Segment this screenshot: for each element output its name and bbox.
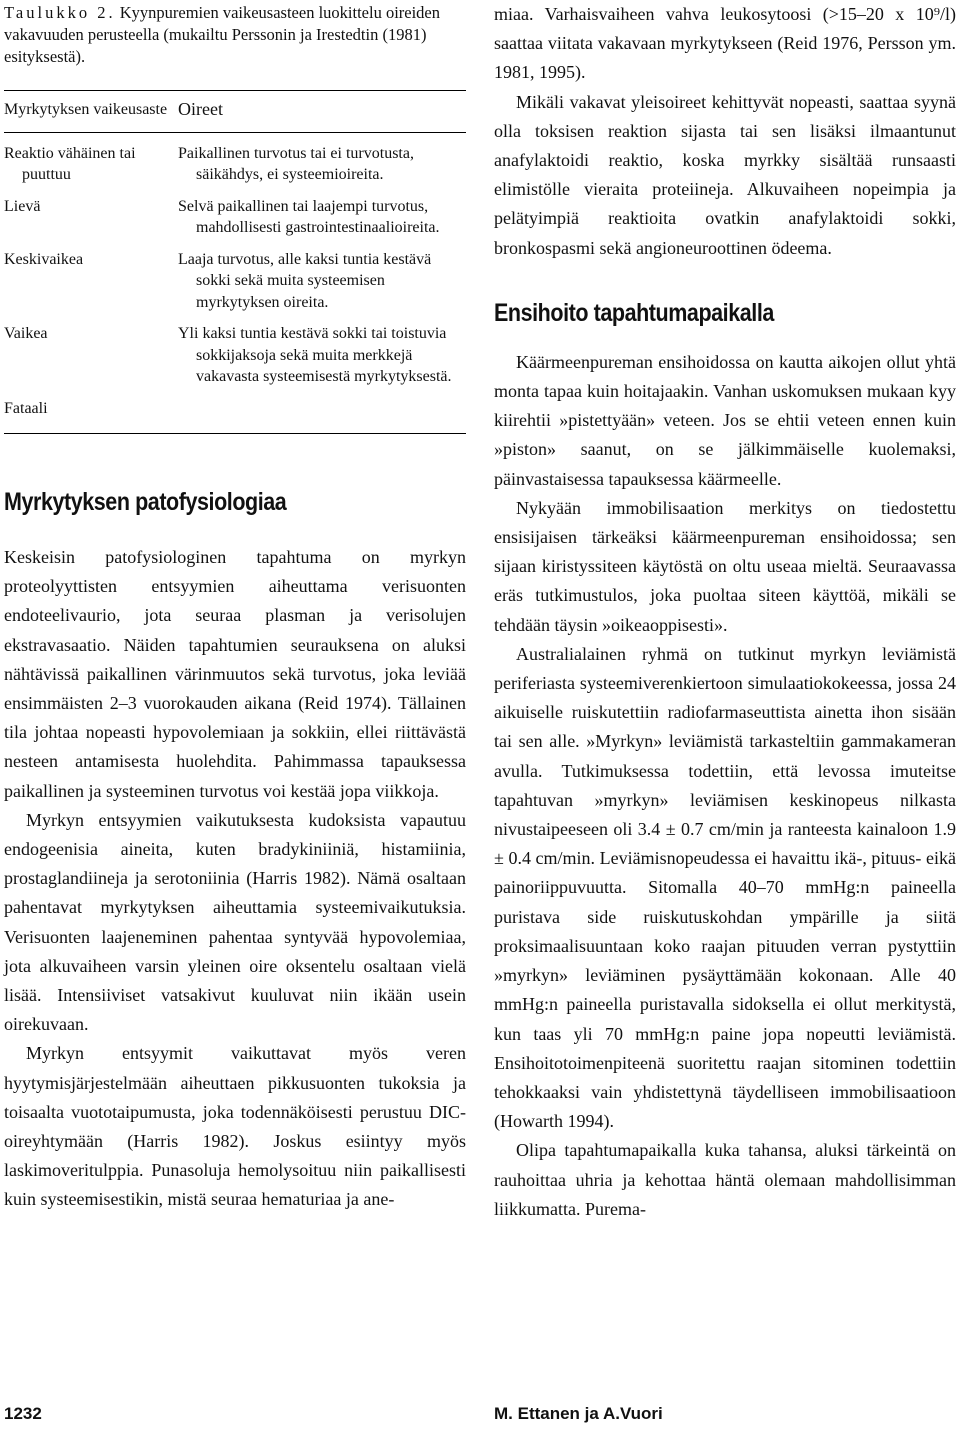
body-paragraph: Käärmeenpureman ensihoidossa on kautta aikojen ollut yhtä monta tapaa kuin hoitajaakin. Vanhan uskomuksen mukaan kyy kiirehtii »pistettyään» veteen. Jos se ehtii veteen ennen kuin »piston» saanut, on se jälkimmäiselle kuolemaksi, päinvastaisessa tapauksessa käärmeelle. [494,351,956,489]
body-paragraph: Mikäli vakavat yleisoireet kehittyvät nopeasti, saattaa syynä olla toksisen reaktion sijasta tai sen lisäksi ilmaantunut anafylaktoidi reaktio, koska myrkky sisältää runsaasti elimistölle vieraita proteiineja. Alkuvaiheen nopeimpia ja pelätyimpiä reaktioita ovatkin anafylaktoidi sokki, bronkospasmi sekä angioneuroottinen ödeema. [494,91,956,258]
table-row [4,398,466,434]
table-header-row [4,91,466,133]
body-paragraph: Myrkyn entsyymien vaikutuksesta kudoksista vapautuu endogeenisia aineita, kuten bradykiniiniä, histamiinia, prostaglandiineja ja serotoniinia (Harris 1982). Nämä osaltaan pahentavat myrkytyksen aiheuttamia systeemivaikutuksia. Verisuonten laajeneminen pahentaa syntyvää hypovolemiaa, jota alkuvaiheen varsin yleinen oire oksentelu osaltaan vielä lisää. Intensiiviset vatsakivut kuuluvat niin ikään usein oirekuvaan. [4,809,466,1035]
body-paragraph: Keskeisin patofysiologinen tapahtuma on myrkyn proteolyyttisten entsyymien aiheuttama verisuonten endoteelivaurio, jota seuraa plasman ja verisolujen ekstravasaatio. Näiden tapahtumien seurauksena on aluksi nähtävissä paikallinen värinmuutos sekä turvotus, joka leviää ensimmäisten 2–3 vuorokauden aikana (Reid 1974). Tällainen tila johtaa nopeasti hypovolemiaan ja sokkiin, ellei riittävästä nesteen antamisesta huolehdita. Pahimmassa tapauksessa paikallinen ja systeeminen turvotus voi kestää jopa viikkoja. [4,547,466,801]
severity-grade: Fataali [4,399,48,417]
section-heading-pathophysiology: Myrkytyksen patofysiologiaa [4,488,287,516]
severity-symptoms: Laaja turvotus, alle kaksi tuntia kestävä sokki sekä muita systeemisen myrkytyksen oireita. [178,250,432,311]
table-row [4,323,466,398]
severity-table [4,90,466,434]
col-header-severity: Myrkytyksen vaikeusaste [4,91,178,133]
right-column [494,0,956,1224]
body-paragraph: miaa. Varhaisvaiheen vahva leukosytoosi (>15–20 x 10⁹/l) saattaa viitata vakavaan myrkytykseen (Reid 1976, Persson ym. 1981, 1995). [494,4,956,83]
left-column [4,0,466,1215]
table-caption-label: Taulukko 2. [4,3,116,22]
body-paragraph: Australialainen ryhmä on tutkinut myrkyn leviämistä periferiasta systeemiverenkiertoon simulaatiokokeessa, jossa 24 aikuiselle ruiskutettiin radiofarmaseuttista ainetta ihon sisään tai sen alle. »Myrkyn» leviämistä tarkasteltiin gammakameran avulla. Tutkimuksessa todettiin, että levossa imuteitse tapahtuvan »myrkyn» leviämisen keskinopeus nilkasta nivustaipeeseen oli 3.4 ± 0.7 cm/min ja ranteesta kainaloon 1.9 ± 0.4 cm/min. Leviämisnopeudessa ei havaittu ikä-, pituus- eikä painoriippuvuutta. Sitomalla 40–70 mmHg:n paineella puristava side ruiskutuskohdan ympärille ja siitä proksimaalisuuntaan koko raajan pituuden verran pystyttiin »myrkyn» leviäminen pysäyttämään kokonaan. Alle 40 mmHg:n paineella puristavalla sidoksella ei ollut merkitystä, kun taas yli 70 mmHg:n paine jopa nopeutti leviämistä. Ensihoitotoimenpiteenä suoritettu raajan sitominen todettiin tehokkaaksi vain yhdistettynä täydelliseen immobilisaatioon (Howarth 1994). [494,643,956,1132]
table-row [4,249,466,324]
severity-symptoms: Paikallinen turvotus tai ei turvotusta, säikähdys, ei systeemioireita. [178,144,414,183]
severity-grade: Keskivaikea [4,250,84,268]
severity-symptoms: Selvä paikallinen tai laajempi turvotus, mahdollisesti gastrointestinaalioireita. [178,197,440,236]
col-header-symptoms: Oireet [178,91,466,133]
severity-grade: Lievä [4,197,41,215]
table-caption-text: Kyynpuremien vaikeusasteen luokittelu oireiden vakavuuden perusteella (mukailtu Perssonin ja Irestedtin (1981) esityksestä). [4,3,441,66]
section-heading-first-aid: Ensihoito tapahtumapaikalla [494,298,774,327]
footer-authors: M. Ettanen ja A.Vuori [494,1404,663,1423]
table-row [4,196,466,249]
body-paragraph: Nykyään immobilisaation merkitys on tiedostettu ensisijaisen tärkeäksi käärmeenpureman ensihoidossa; sen sijaan kiristyssiteen käytöstä on oltu useaa mieltä. Seuraavassa eräs tutkimustulos, joka puoltaa siteen käyttöä, mikäli se tehdään täysin »oikeaoppisesti». [494,497,956,635]
body-paragraph: Myrkyn entsyymit vaikuttavat myös veren hyytymisjärjestelmään aiheuttaen pikkusuonten tukoksia ja toisaalta vuototaipumusta, joka todennäköisesti perustuu DIC-oireyhtymään (Harris 1982). Joskus esiintyy myös laskimoveritulppia. Punasoluja hemolysoituu niin paikallisesti kuin systeemisestikin, mistä seuraa hematuriaa ja ane- [4,1043,466,1210]
body-paragraph: Olipa tapahtumapaikalla kuka tahansa, aluksi tärkeintä on rauhoittaa uhria ja kehottaa häntä olemaan mahdollisimman liikkumatta. Purema- [494,1140,956,1219]
table-caption [4,2,466,68]
severity-grade: Reaktio vähäinen tai puuttuu [4,144,136,183]
page-number: 1232 [4,1404,42,1423]
severity-grade: Vaikea [4,325,48,342]
table-row [4,132,466,196]
severity-symptoms: Yli kaksi tuntia kestävä sokki tai toistuvia sokkijaksoja sekä muita merkkejä vakavasta systeemisestä myrkytyksestä. [178,325,452,385]
